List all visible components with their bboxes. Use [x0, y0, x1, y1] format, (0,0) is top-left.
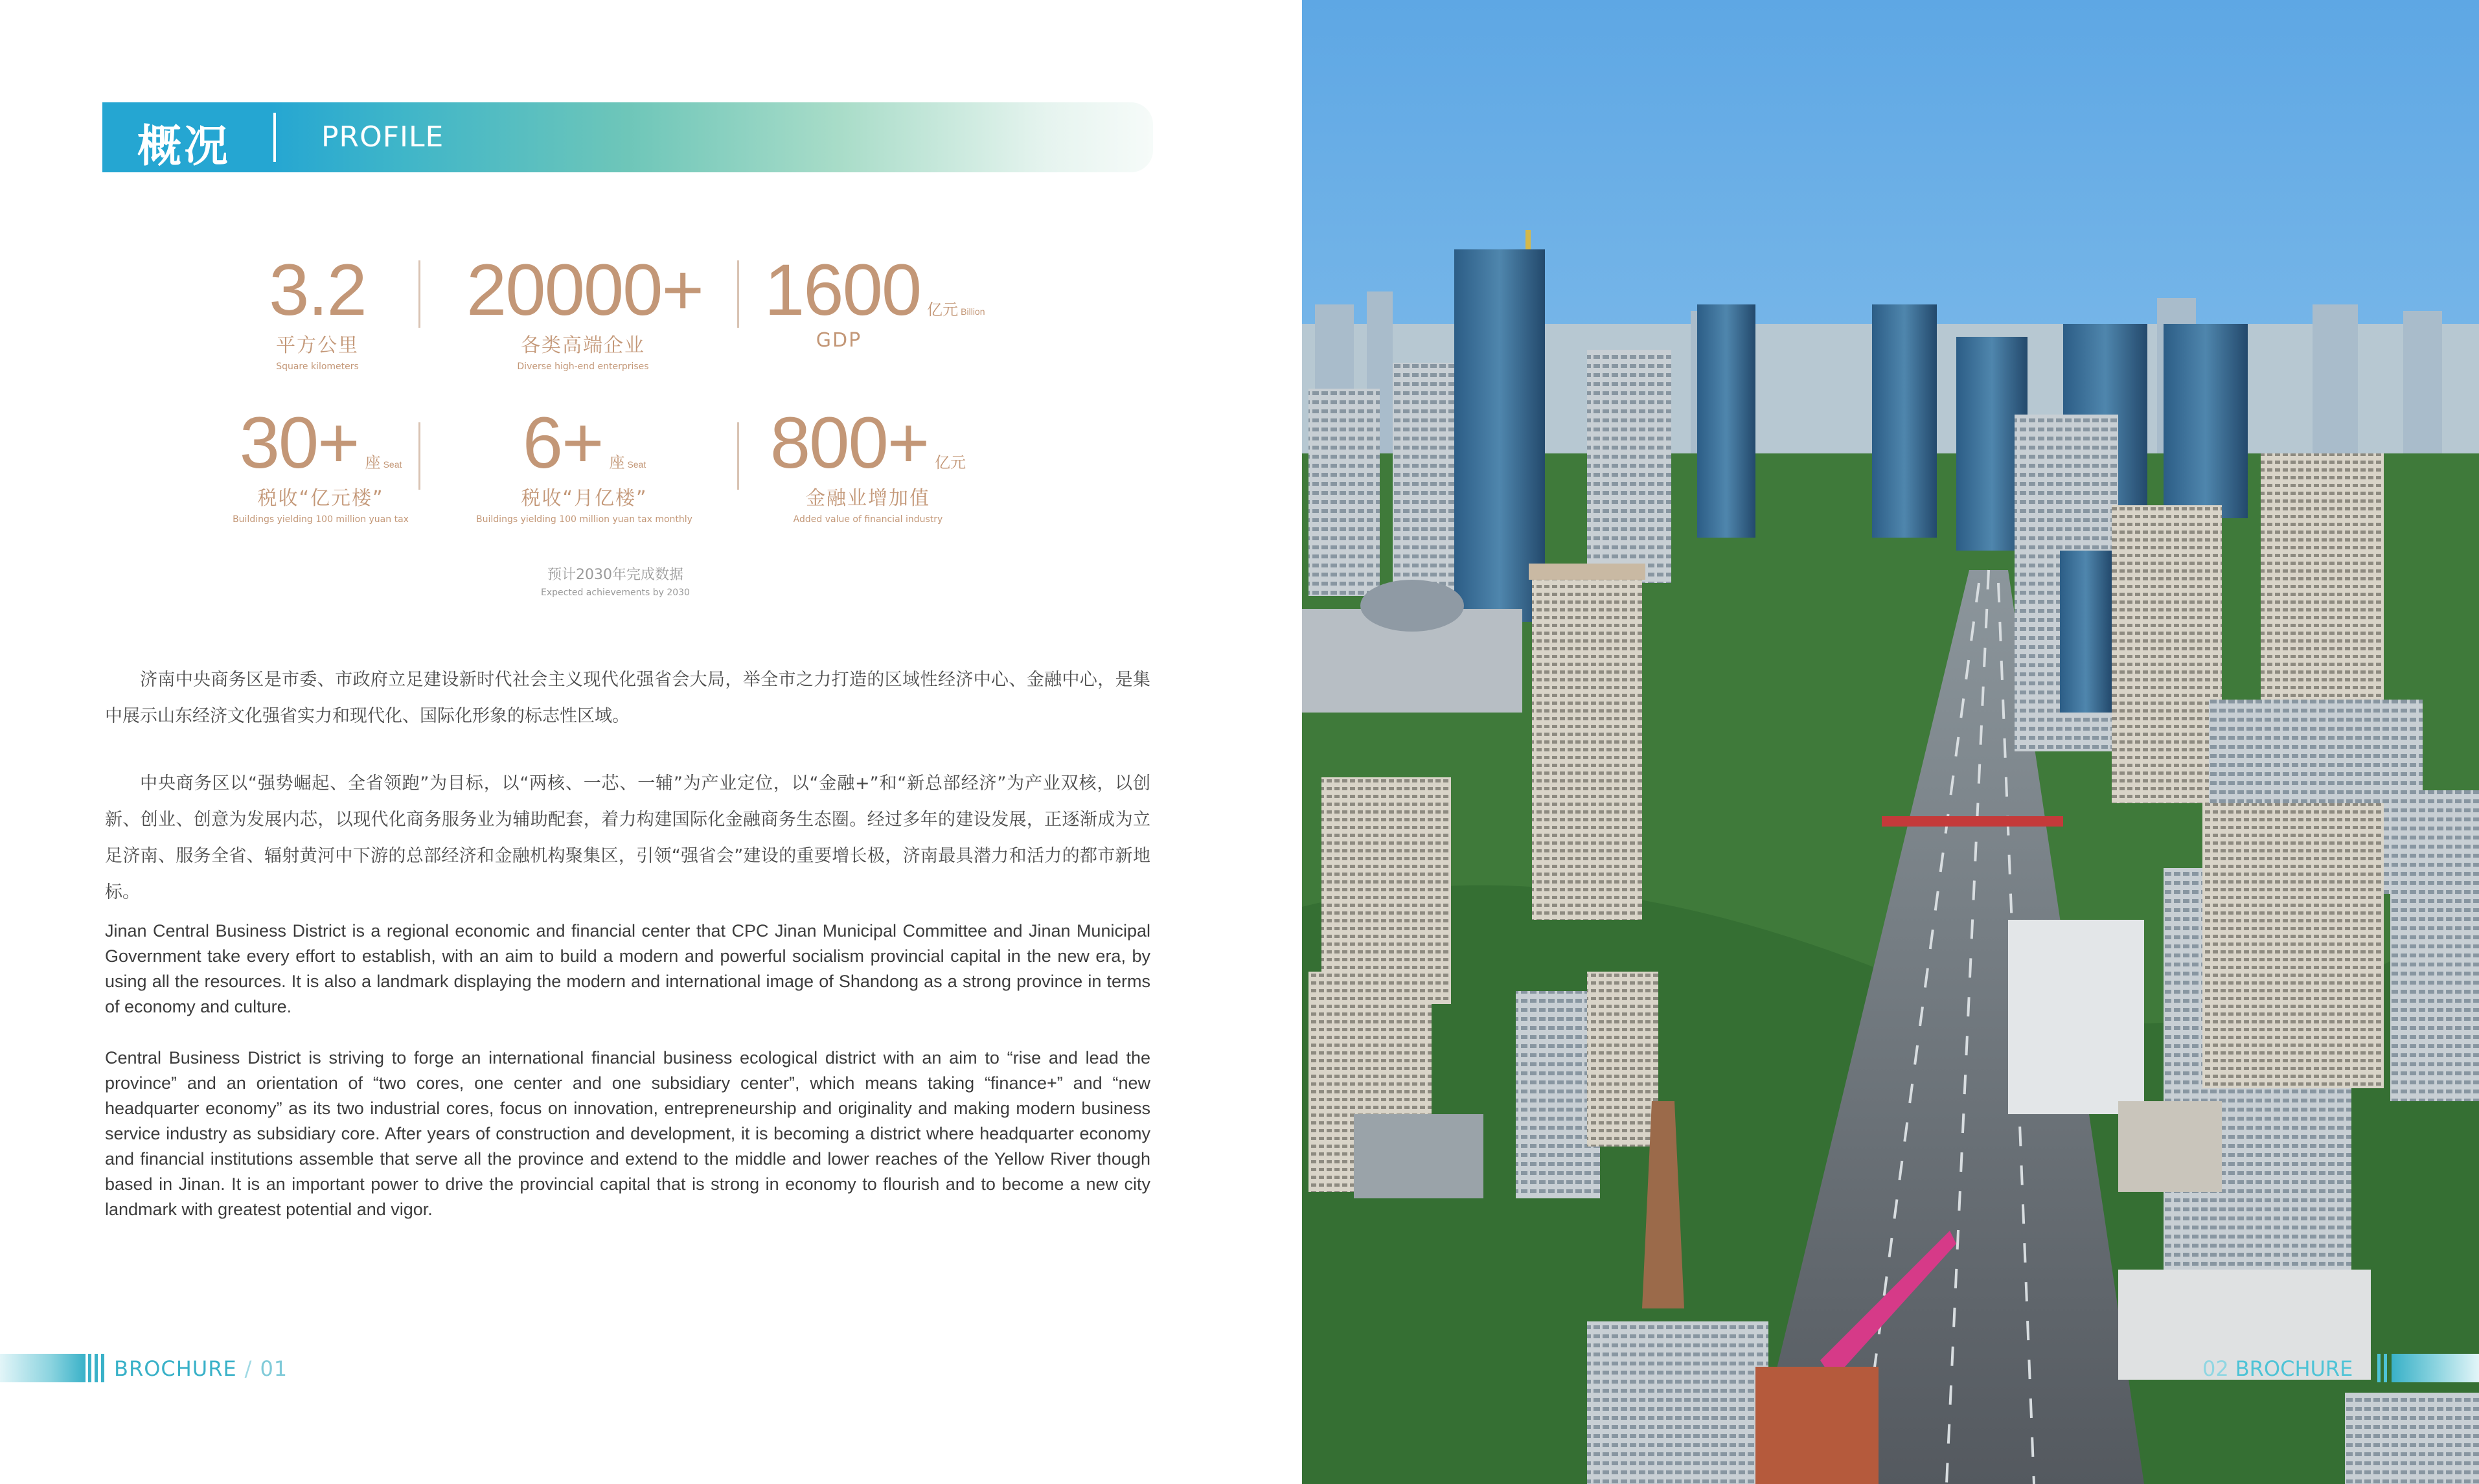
paragraph-en-1: Jinan Central Business District is a regional economic and financial center that CPC Jinan Municipal Committee and Jinan Municipal Government take every effort to establish, with an aim to build a modern and powerful socialism provincial capital in the new era, by using all the resources. It is also a landmark displaying the modern and international image of Shandong as a strong province in terms of economy and culture. [105, 921, 1150, 1016]
stat-label-en: Buildings yielding 100 million yuan tax [233, 514, 409, 525]
footer-bar [101, 1354, 104, 1382]
stat-area [246, 249, 389, 372]
footer-bar [2377, 1354, 2381, 1382]
stat-label-en: Added value of financial industry [793, 514, 943, 525]
stat-enterprises [466, 249, 703, 372]
paragraph-cn-1: 济南中央商务区是市委、市政府立足建设新时代社会主义现代化强省会大局，举全市之力打造的区域性经济中心、金融中心，是集中展示山东经济文化强省实力和现代化、国际化形象的标志性区域。 [105, 670, 1150, 726]
footer-right [2197, 1354, 2479, 1382]
stat-value: 6+ 座 Seat [522, 402, 646, 483]
note-cn: 预计2030年完成数据 [547, 567, 683, 583]
stat-unit: 亿元 [935, 454, 966, 472]
city-aerial-photo [1302, 0, 2479, 1484]
footer-gradient [2392, 1354, 2479, 1382]
footer-gradient [0, 1354, 86, 1382]
stat-label-cn: 金融业增加值 [806, 487, 930, 510]
stat-divider [737, 260, 739, 328]
stat-financial [764, 402, 972, 525]
stat-yi-buildings [220, 402, 421, 525]
section-title-en: PROFILE [321, 120, 444, 154]
stat-value: 3.2 [269, 249, 366, 330]
stat-divider [418, 422, 420, 490]
stat-value: 30+ 座 Seat [239, 402, 402, 483]
footer-bar [88, 1354, 91, 1382]
stat-value: 800+ 亿元 [770, 402, 966, 483]
stat-unit: 座 Seat [609, 454, 646, 472]
stat-monthly-buildings [461, 402, 707, 525]
note-en: Expected achievements by 2030 [541, 588, 690, 598]
footer-brochure-label: BROCHURE / 01 [114, 1356, 288, 1381]
section-title-cn: 概况 [137, 121, 231, 172]
stat-gdp [764, 249, 1011, 352]
paragraph-en-2: Central Business District is striving to forge an international financial business ecological district with an aim to “rise and lead the province” and an orientation of “two cores, one center and one subsidiary center”, which means taking “finance+” and “new headquarter economy” as its two industrial cores, focus on innovation, entrepreneurship and originality and making modern business service industry as subsidiary core. After years of construction and development, it is becoming a district where headquarter economy and financial institutions assemble that serve all the province and extend to the middle and lower reaches of the Yellow River though based in Jinan. It is an important power to drive the provincial capital that is strong in economy to flourish and to become a new city landmark with greatest potential and vigor. [105, 1048, 1150, 1219]
stat-value: 1600 亿元 Billion [764, 249, 985, 330]
footer-bar [2384, 1354, 2387, 1382]
paragraph-cn-2: 中央商务区以“强势崛起、全省领跑”为目标，以“两核、一芯、一辅”为产业定位，以“金融+”和“新总部经济”为产业双核，以创新、创业、创意为发展内芯，以现代化商务服务业为辅助配套，着力构建国际化金融商务生态圈。经过多年的建设发展，正逐渐成为立足济南、服务全省、辐射黄河中下游的总部经济和金融机构聚集区，引领“强省会”建设的重要增长极，济南最具潜力和活力的都市新地标。 [105, 773, 1150, 902]
stat-unit: 亿元 Billion [927, 301, 985, 319]
footer-brochure-label-right: 02 BROCHURE [2202, 1356, 2353, 1381]
data-note [505, 564, 725, 598]
title-divider [273, 113, 276, 162]
stat-unit: 座 Seat [365, 454, 402, 472]
stat-divider [737, 422, 739, 490]
footer-bar [95, 1354, 98, 1382]
stat-label-cn: 税收“亿元楼” [257, 487, 384, 510]
stat-label-en: Square kilometers [276, 361, 359, 372]
stat-label-cn: GDP [816, 329, 862, 352]
stat-label-cn: 税收“月亿楼” [521, 487, 648, 510]
section-title-bar [102, 102, 1153, 172]
stat-label-cn: 平方公里 [276, 334, 359, 357]
stat-divider [418, 260, 420, 328]
stat-label-en: Buildings yielding 100 million yuan tax monthly [476, 514, 692, 525]
stat-label-en: Diverse high-end enterprises [517, 361, 649, 372]
stat-value: 20000+ [466, 249, 703, 330]
footer-left [0, 1354, 298, 1382]
stat-label-cn: 各类高端企业 [521, 334, 645, 357]
